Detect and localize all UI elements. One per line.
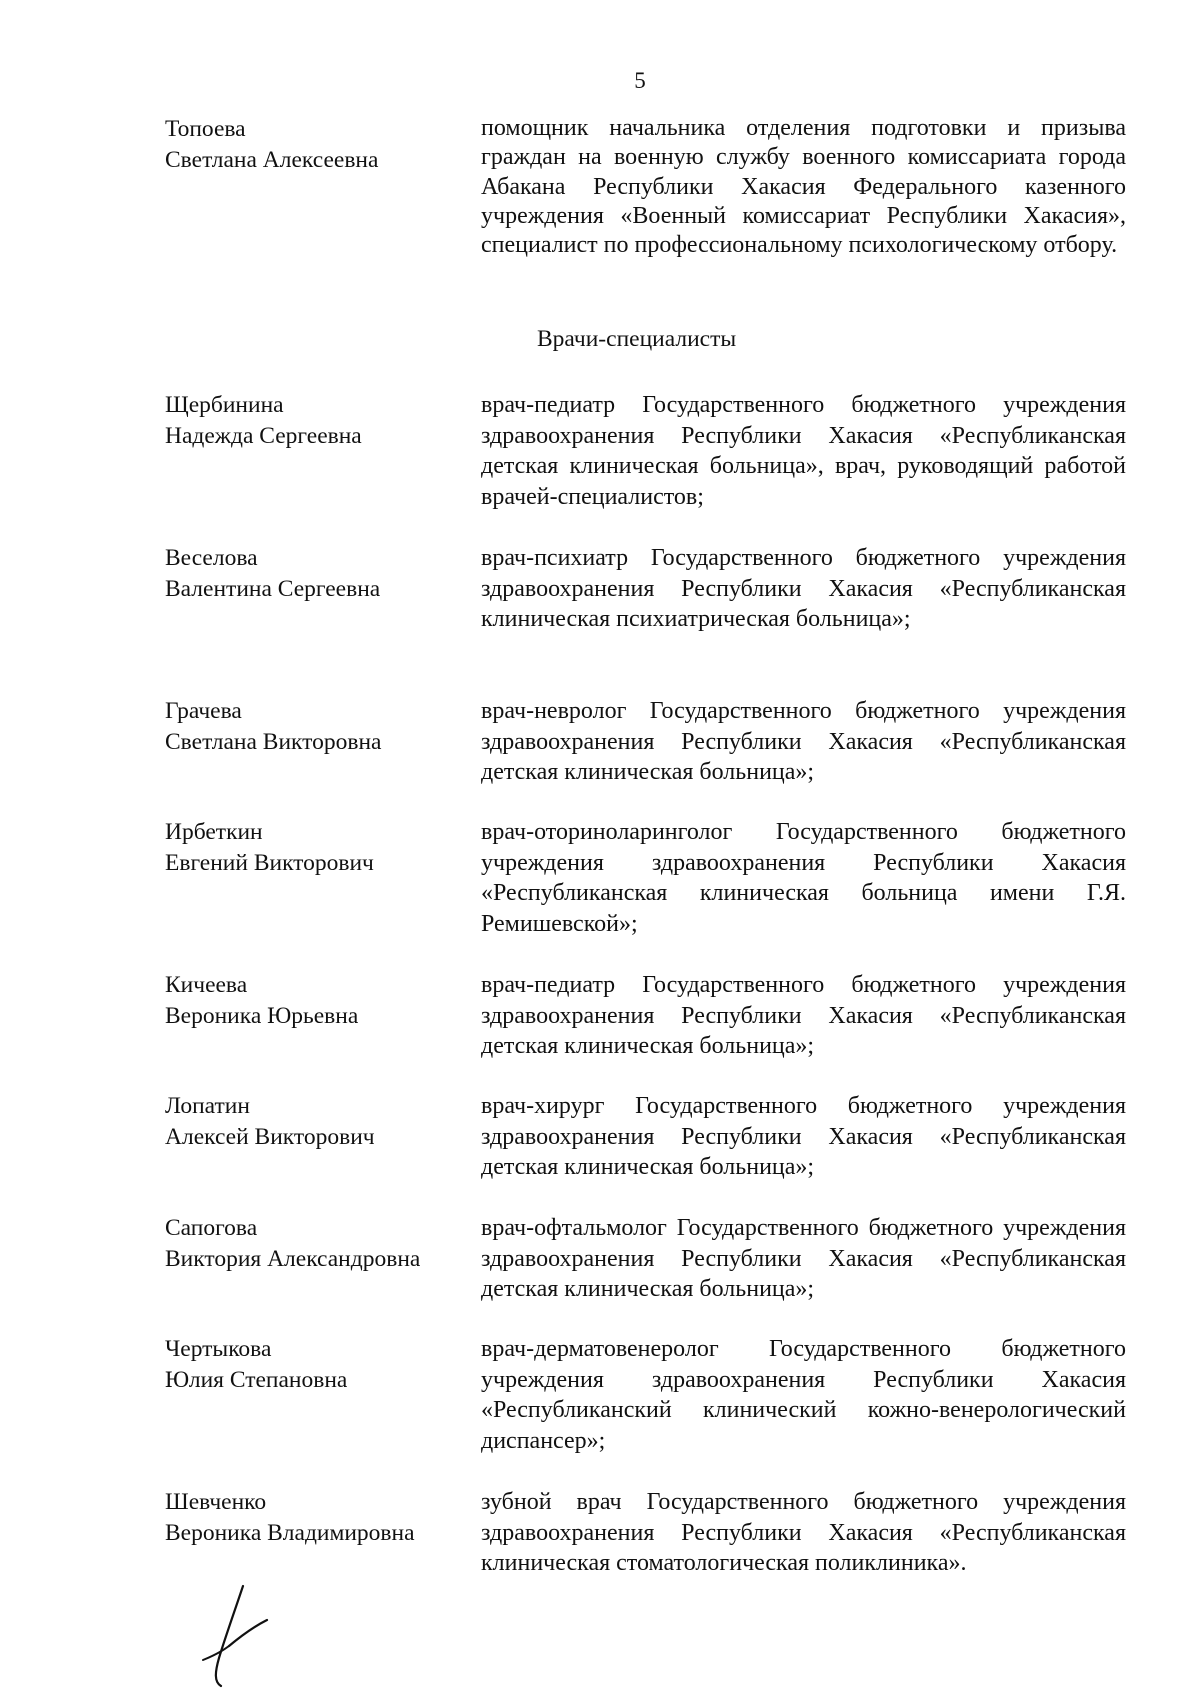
person-surname: Грачева: [165, 698, 242, 724]
person-surname: Кичеева: [165, 972, 248, 998]
person-surname: Топоева: [165, 116, 246, 142]
person-name: [165, 1487, 475, 1548]
person-surname: Ирбеткин: [165, 819, 263, 845]
person-given-names: Валентина Сергеевна: [165, 575, 381, 602]
person-role: врач-педиатр Государственного бюджетного учреждения здравоохранения Республики Хакасия «Республиканская детская клиническая больница», врач, руководящий работой врачей-специалистов;: [481, 392, 1126, 510]
person-name: [165, 114, 475, 175]
person-surname: Шевченко: [165, 1489, 267, 1515]
person-role: врач-педиатр Государственного бюджетного учреждения здравоохранения Республики Хакасия «Республиканская детская клиническая больница»;: [481, 972, 1126, 1059]
person-role: врач-оториноларинголог Государственного бюджетного учреждения здравоохранения Республики Хакасия «Республиканская клиническая больница имени Г.Я. Ремишевской»;: [481, 819, 1126, 937]
person-given-names: Светлана Викторовна: [165, 728, 382, 755]
person-name: [165, 390, 475, 451]
person-role: помощник начальника отделения подготовки и призыва граждан на военную службу военного комиссариата города Абакана Республики Хакасия Федерального казенного учреждения «Военный комиссариат Республики Хакасия», специалист по профессиональному психологическому отбору.: [481, 115, 1126, 259]
person-name: [165, 1334, 475, 1395]
person-surname: Чертыкова: [165, 1336, 272, 1362]
person-role: врач-психиатр Государственного бюджетного учреждения здравоохранения Республики Хакасия «Республиканская клиническая психиатрическая больница»;: [481, 545, 1126, 632]
person-role: врач-невролог Государственного бюджетного учреждения здравоохранения Республики Хакасия «Республиканская детская клиническая больница»;: [481, 698, 1126, 785]
section-heading: Врачи-специалисты: [537, 326, 737, 352]
signature-mark: [195, 1580, 285, 1690]
person-given-names: Алексей Викторович: [165, 1123, 375, 1150]
person-surname: Сапогова: [165, 1215, 258, 1241]
person-name: [165, 1213, 475, 1274]
person-surname: Веселова: [165, 545, 258, 571]
person-role: врач-офтальмолог Государственного бюджетного учреждения здравоохранения Республики Хакасия «Республиканская детская клиническая больница»;: [481, 1215, 1126, 1302]
person-given-names: Вероника Владимировна: [165, 1519, 415, 1546]
person-name: [165, 817, 475, 878]
person-name: [165, 1091, 475, 1152]
person-given-names: Светлана Алексеевна: [165, 146, 379, 173]
person-role: врач-хирург Государственного бюджетного учреждения здравоохранения Республики Хакасия «Республиканская детская клиническая больница»;: [481, 1093, 1126, 1180]
person-name: [165, 543, 475, 604]
page-number: 5: [634, 68, 646, 93]
person-name: [165, 696, 475, 757]
person-given-names: Евгений Викторович: [165, 849, 374, 876]
person-role: врач-дерматовенеролог Государственного бюджетного учреждения здравоохранения Республики Хакасия «Республиканский клинический кожно-венерологический диспансер»;: [481, 1336, 1126, 1454]
person-role: зубной врач Государственного бюджетного учреждения здравоохранения Республики Хакасия «Республиканская клиническая стоматологическая поликлиника».: [481, 1489, 1126, 1576]
person-given-names: Юлия Степановна: [165, 1366, 348, 1393]
person-given-names: Надежда Сергеевна: [165, 422, 362, 449]
person-given-names: Вероника Юрьевна: [165, 1002, 359, 1029]
person-name: [165, 970, 475, 1031]
person-given-names: Виктория Александровна: [165, 1245, 421, 1272]
person-surname: Щербинина: [165, 392, 284, 418]
person-surname: Лопатин: [165, 1093, 250, 1119]
